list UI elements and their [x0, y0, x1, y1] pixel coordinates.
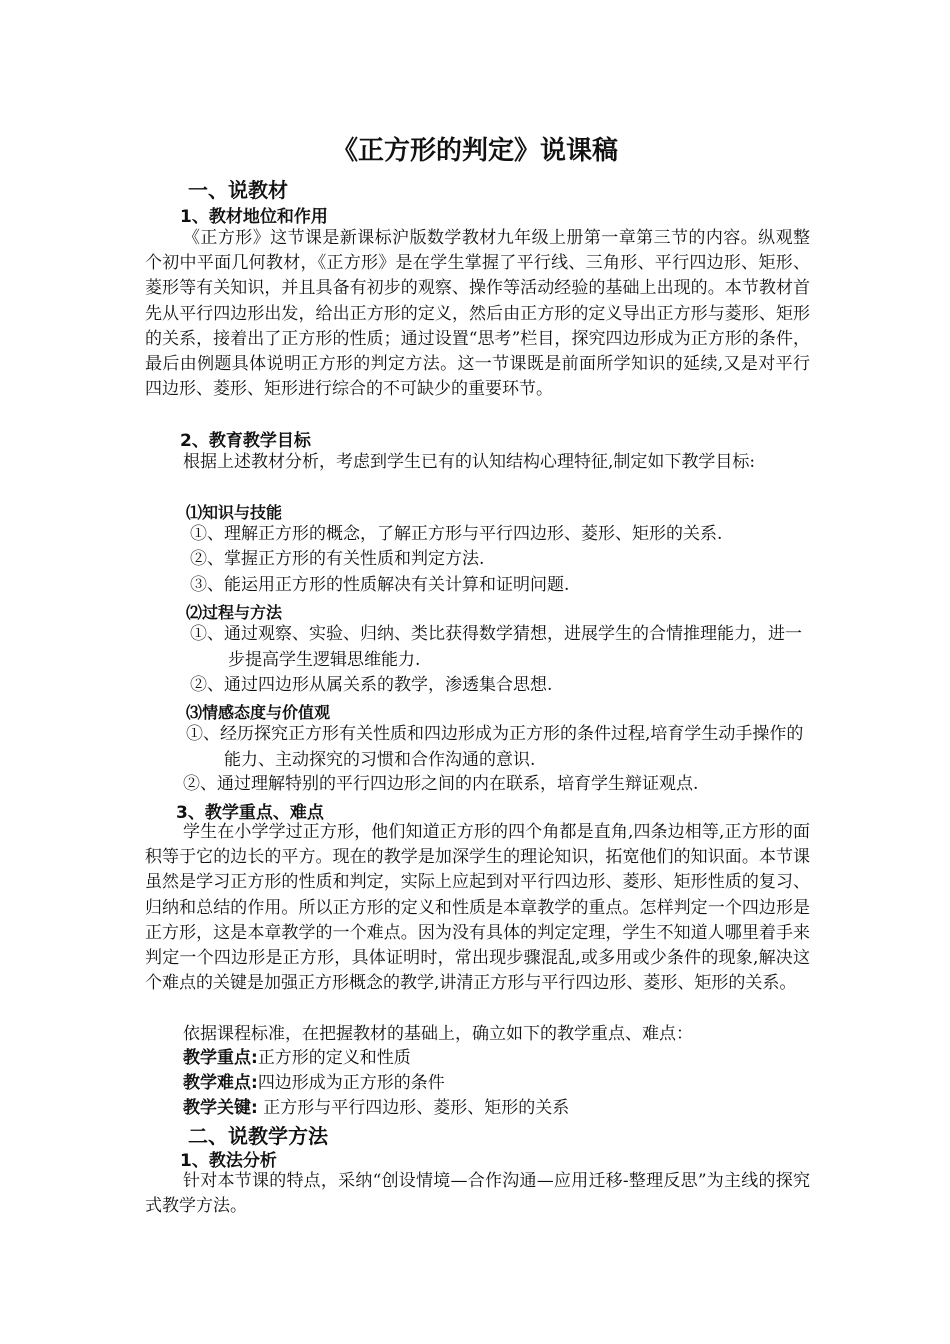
- goal-heading-attitude: ⑶情感态度与价值观: [186, 703, 331, 722]
- key-point-value: 正方形的定义和性质: [257, 1048, 411, 1068]
- key-point-label: 教学重点:: [183, 1048, 258, 1068]
- crux-line: [183, 1096, 569, 1120]
- subsection-heading-position: 1、教材地位和作用: [180, 207, 328, 227]
- list-item: ③、能运用正方形的性质解决有关计算和证明问题.: [190, 575, 570, 595]
- list-item: ①、通过观察、实验、归纳、类比获得数学猜想，进展学生的合情推理能力，进一步提高学生逻辑思维能力.: [190, 624, 802, 670]
- list-item: ②、通过四边形从属关系的教学，渗透集合思想.: [190, 675, 553, 695]
- document-title: 《正方形的判定》说课稿: [331, 136, 618, 166]
- list-item: ①、理解正方形的概念，了解正方形与平行四边形、菱形、矩形的关系.: [190, 524, 723, 544]
- paragraph-teaching-analysis: 针对本节课的特点，采纳“创设情境—合作沟通—应用迁移-整理反思”为主线的探究式教学方法。: [145, 1171, 810, 1217]
- paragraph-position: 《正方形》这节课是新课标沪版数学教材九年级上册第一章第三节的内容。纵观整个初中平面几何教材，《正方形》是在学生掌握了平行线、三角形、平行四边形、矩形、菱形等有关知识，并且具备有初步的观察、操作等活动经验的基础上出现的。本节教材首先从平行四边形出发，给出正方形的定义，然后由正方形的定义导出正方形与菱形、矩形的关系，接着出了正方形的性质；通过设置“思考”栏目，探究四边形成为正方形的条件，最后由例题具体说明正方形的判定方法。这一节课既是前面所学知识的延续,又是对平行四边形、菱形、矩形进行综合的不可缺少的重要环节。: [145, 228, 810, 400]
- list-item: ②、掌握正方形的有关性质和判定方法.: [190, 549, 485, 569]
- goal-heading-knowledge: ⑴知识与技能: [186, 503, 283, 522]
- crux-label: 教学关键:: [183, 1098, 258, 1118]
- subsection-heading-goals: 2、教育教学目标: [180, 431, 311, 451]
- subsection-heading-teaching-analysis: 1、教法分析: [180, 1151, 277, 1171]
- section-heading-textbook: 一、说教材: [188, 178, 288, 202]
- paragraph-basis: 依据课程标准，在把握教材的基础上，确立如下的教学重点、难点：: [183, 1024, 693, 1044]
- paragraph-focus: 学生在小学学过正方形，他们知道正方形的四个角都是直角,四条边相等,正方形的面积等于它的边长的平方。现在的教学是加深学生的理论知识，拓宽他们的知识面。本节课虽然是学习正方形的性质和判定，实际上应起到对平行四边形、菱形、矩形性质的复习、归纳和总结的作用。所以正方形的定义和性质是本章教学的重点。怎样判定一个四边形是正方形，这是本章教学的一个难点。因为没有具体的判定定理，学生不知道人哪里着手来判定一个四边形是正方形，具体证明时，常出现步骤混乱,或多用或少条件的现象,解决这个难点的关键是加强正方形概念的教学,讲清正方形与平行四边形、菱形、矩形的关系。: [145, 822, 810, 994]
- list-item: ②、通过理解特别的平行四边形之间的内在联系，培育学生辩证观点.: [183, 774, 699, 794]
- paragraph-goals-intro: 根据上述教材分析，考虑到学生已有的认知结构心理特征,制定如下教学目标:: [183, 452, 756, 472]
- section-heading-methods: 二、说教学方法: [188, 1124, 328, 1148]
- key-point-line: [183, 1046, 411, 1070]
- goal-heading-process: ⑵过程与方法: [186, 603, 283, 622]
- list-item: ①、经历探究正方形有关性质和四边形成为正方形的条件过程,培育学生动手操作的能力、主动探究的习惯和合作沟通的意识.: [186, 724, 804, 770]
- subsection-heading-focus: 3、教学重点、难点: [176, 803, 324, 823]
- difficulty-label: 教学难点:: [183, 1073, 258, 1093]
- difficulty-line: [183, 1071, 445, 1095]
- crux-value: 正方形与平行四边形、菱形、矩形的关系: [257, 1098, 570, 1118]
- difficulty-value: 四边形成为正方形的条件: [257, 1073, 445, 1093]
